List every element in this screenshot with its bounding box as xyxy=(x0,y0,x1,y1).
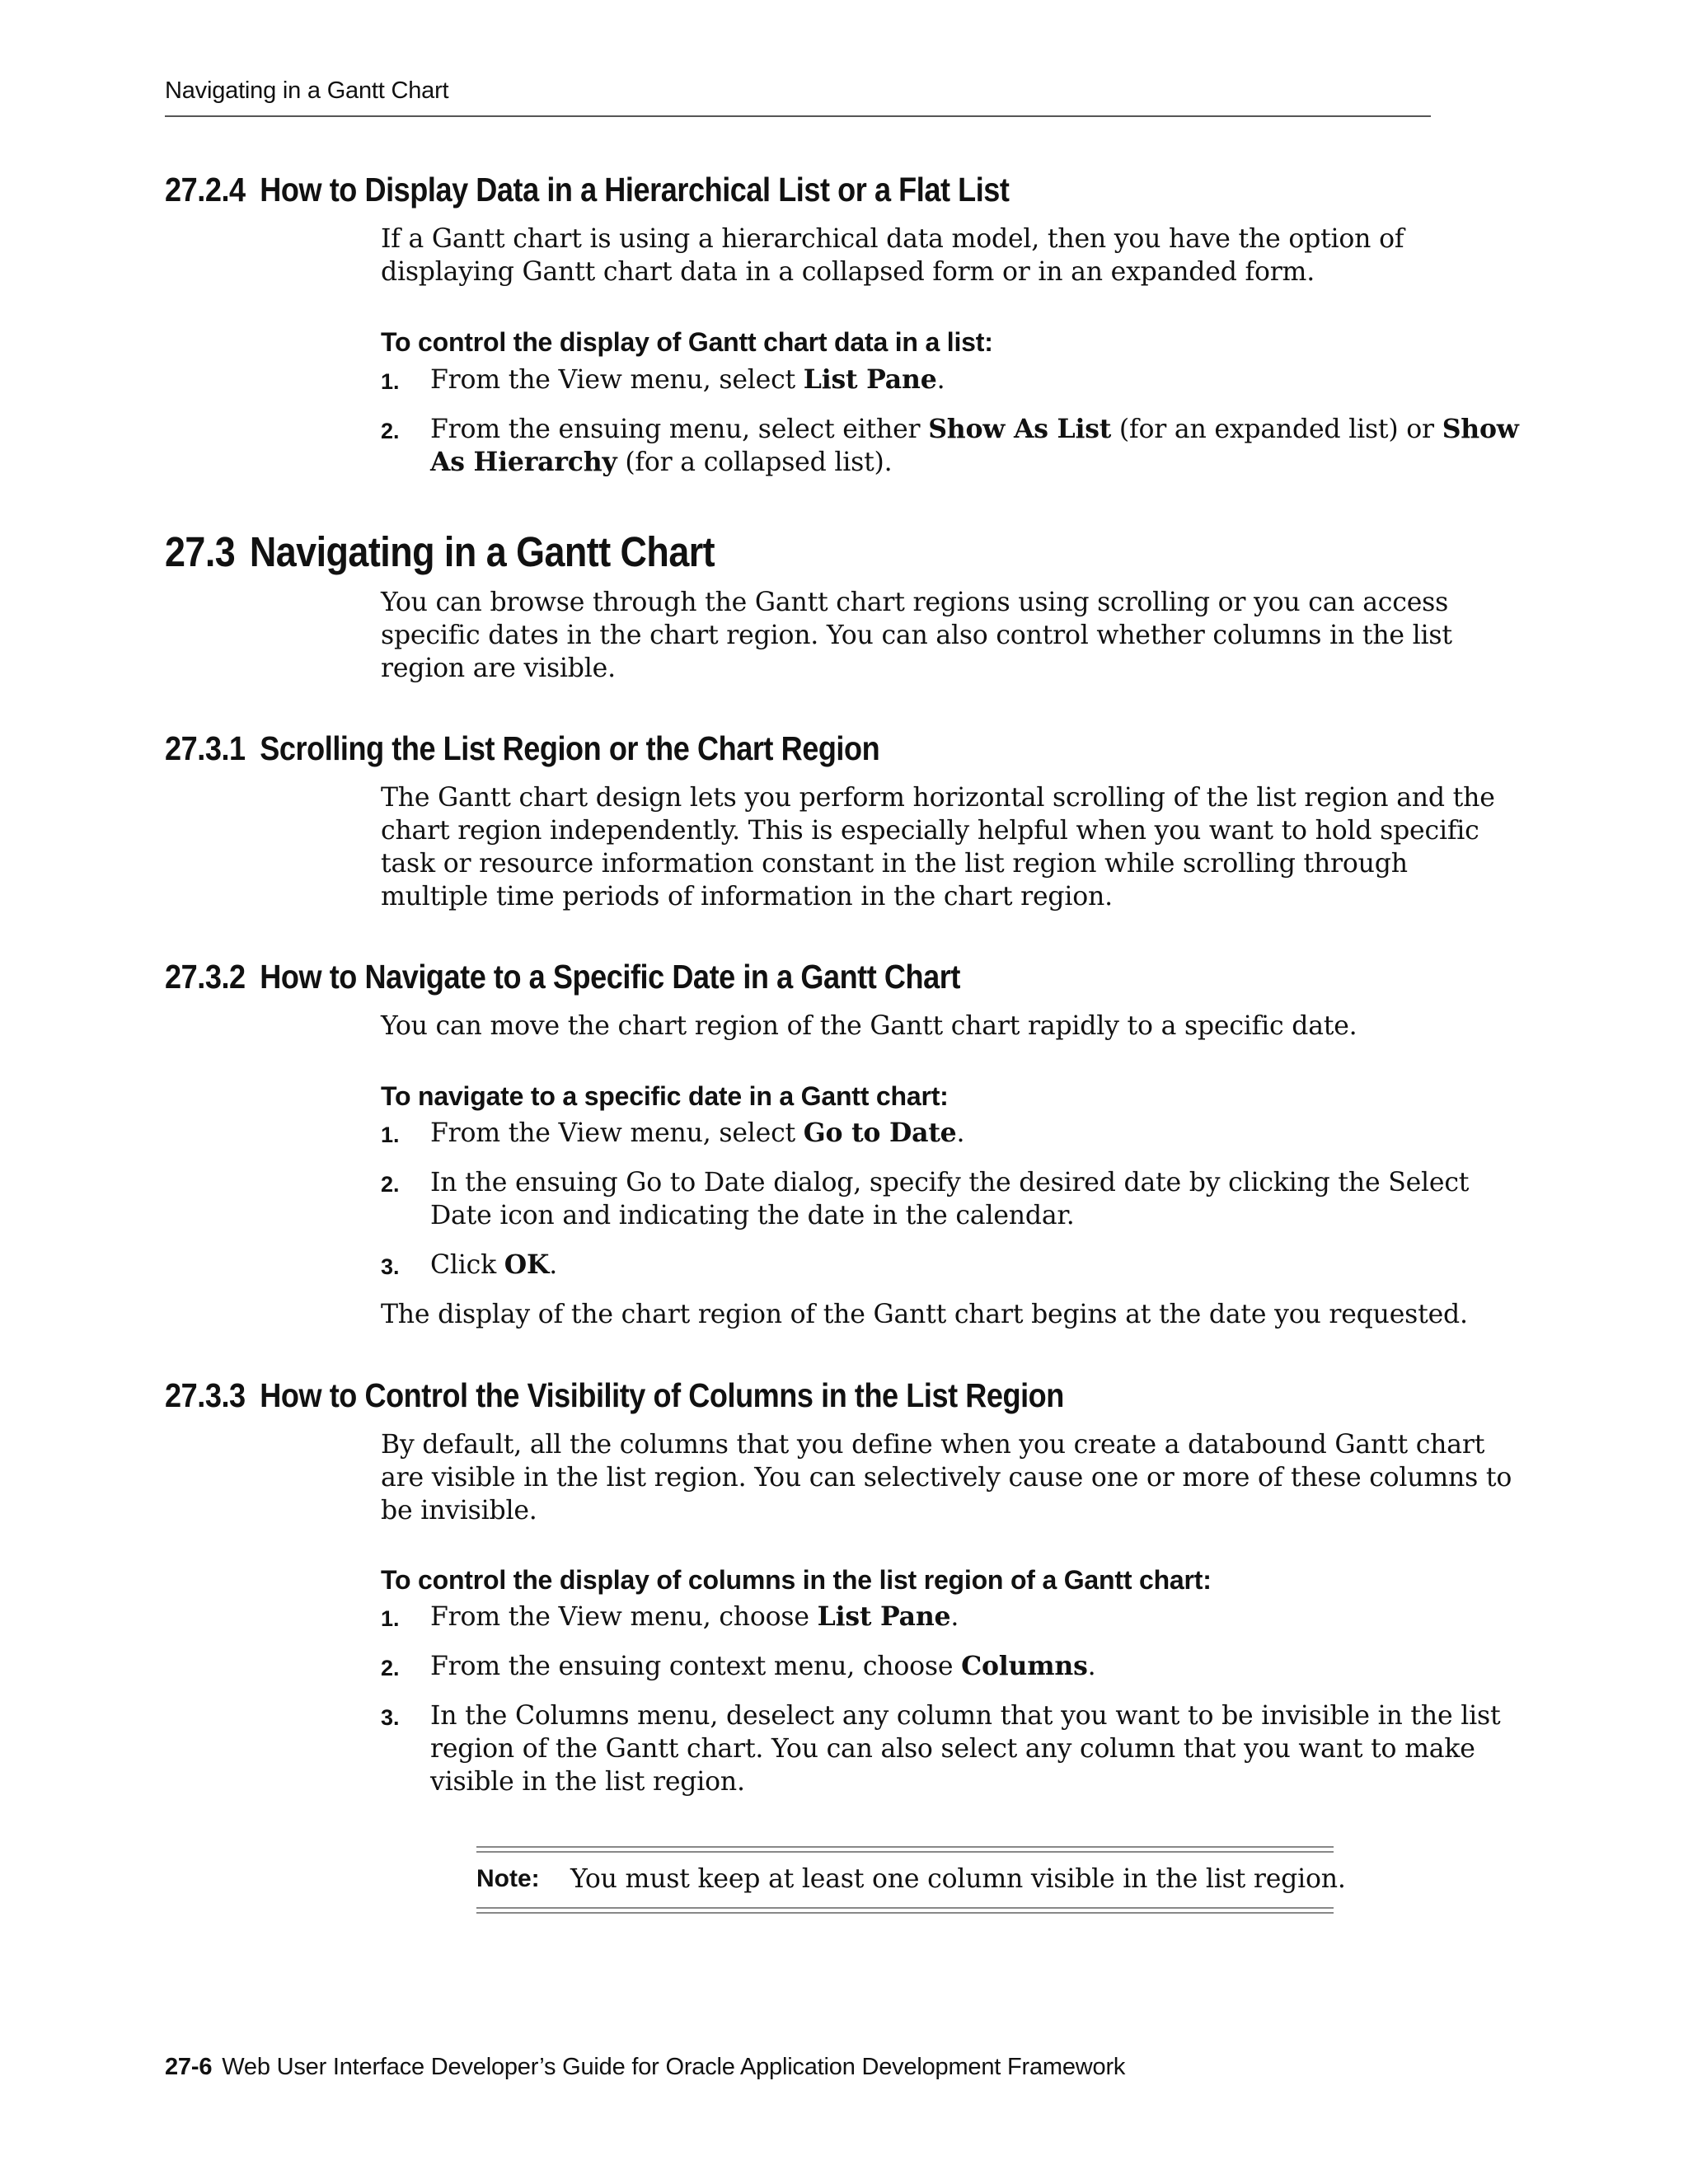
step-number: 1. xyxy=(381,1606,400,1631)
procedure-title: To control the display of columns in the list region of a Gantt chart: xyxy=(381,1565,1212,1595)
note-text: You must keep at least one column visible in the list region. xyxy=(570,1864,1346,1894)
note-rule-bottom xyxy=(476,1907,1334,1909)
paragraph xyxy=(381,223,1436,288)
section-title: Scrolling the List Region or the Chart Region xyxy=(260,729,880,767)
page-number: 27-6 xyxy=(165,2054,213,2080)
section-heading-27-2-4 xyxy=(165,169,1010,210)
paragraph-line: task or resource information constant in the list region while scrolling through xyxy=(381,849,1408,879)
paragraph-line: multiple time periods of information in the chart region. xyxy=(381,882,1113,912)
note-label: Note: xyxy=(476,1865,540,1892)
paragraph xyxy=(381,1010,1436,1043)
section-number: 27.3.1 xyxy=(165,729,246,767)
ui-term: Go to Date xyxy=(803,1118,957,1148)
note-rule-bottom xyxy=(476,1912,1334,1914)
step-number: 3. xyxy=(381,1705,400,1730)
ui-term: Show As List xyxy=(928,414,1112,444)
section-number: 27.3.3 xyxy=(165,1376,246,1414)
section-number: 27.2.4 xyxy=(165,171,246,209)
paragraph xyxy=(381,586,1452,685)
paragraph-line: chart region independently. This is especially helpful when you want to hold specific xyxy=(381,816,1479,846)
section-title: How to Display Data in a Hierarchical List or a Flat List xyxy=(260,171,1010,209)
section-heading-27-3-2 xyxy=(165,956,960,997)
note-rule-top xyxy=(476,1846,1334,1848)
section-heading-27-3-1 xyxy=(165,728,879,769)
step-text: From the View menu, choose List Pane. xyxy=(430,1601,959,1632)
step-text: In the Columns menu, deselect any column that you want to be invisible in the list region of the Gantt chart. You can also select any column that you want to make visible in the list region. xyxy=(430,1701,1501,1797)
paragraph xyxy=(381,1428,1512,1527)
paragraph-line: displaying Gantt chart data in a collapsed form or in an expanded form. xyxy=(381,257,1315,287)
paragraph-line: The Gantt chart design lets you perform horizontal scrolling of the list region and the xyxy=(381,783,1495,813)
paragraph-line: If a Gantt chart is using a hierarchical data model, then you have the option of xyxy=(381,224,1404,254)
paragraph xyxy=(381,781,1495,913)
step-text: From the ensuing context menu, choose Columns. xyxy=(430,1651,1096,1681)
section-title: How to Control the Visibility of Columns in the List Region xyxy=(260,1376,1064,1414)
procedure-title: To navigate to a specific date in a Gantt chart: xyxy=(381,1081,949,1111)
paragraph-line: be invisible. xyxy=(381,1496,537,1526)
step-text: From the View menu, select List Pane. xyxy=(430,364,945,395)
ui-term: As Hierarchy xyxy=(430,447,617,477)
ui-term: List Pane xyxy=(817,1601,951,1632)
paragraph-line: region are visible. xyxy=(381,654,616,683)
paragraph-line: The display of the chart region of the Gantt chart begins at the date you requested. xyxy=(381,1300,1468,1329)
step-text: In the ensuing Go to Date dialog, specify the desired date by clicking the Select Date icon and indicating the date in the calendar. xyxy=(430,1168,1470,1230)
note-rule-top xyxy=(476,1851,1334,1853)
step-text: From the ensuing menu, select either Show As List (for an expanded list) or Show As Hierarchy (for a collapsed list). xyxy=(430,414,1519,477)
section-title: Navigating in a Gantt Chart xyxy=(249,528,715,575)
step-number: 2. xyxy=(381,1172,400,1197)
section-number: 27.3.2 xyxy=(165,958,246,996)
step-text: Click OK. xyxy=(430,1249,558,1280)
section-heading-27-3 xyxy=(165,527,715,577)
ui-term: Show xyxy=(1442,414,1519,444)
step-number: 2. xyxy=(381,1656,400,1680)
section-heading-27-3-3 xyxy=(165,1375,1064,1416)
step-number: 2. xyxy=(381,419,400,443)
step-number: 1. xyxy=(381,1122,400,1147)
note-box xyxy=(476,1846,1346,1912)
header-rule xyxy=(165,115,1431,117)
running-head: Navigating in a Gantt Chart xyxy=(165,77,449,104)
ui-term: Columns xyxy=(961,1651,1088,1681)
section-number: 27.3 xyxy=(165,528,236,575)
paragraph-line: are visible in the list region. You can selectively cause one or more of these columns to xyxy=(381,1463,1512,1493)
paragraph xyxy=(381,1298,1468,1331)
step-number: 1. xyxy=(381,369,400,394)
ui-term: OK xyxy=(504,1249,550,1280)
page-footer xyxy=(165,2052,1125,2082)
book-title: Web User Interface Developer’s Guide for Oracle Application Development Framework xyxy=(222,2054,1126,2080)
step-text: From the View menu, select Go to Date. xyxy=(430,1118,965,1148)
step-number: 3. xyxy=(381,1254,400,1279)
procedure-title: To control the display of Gantt chart data in a list: xyxy=(381,327,993,357)
section-title: How to Navigate to a Specific Date in a Gantt Chart xyxy=(260,958,960,996)
paragraph-line: You can browse through the Gantt chart regions using scrolling or you can access xyxy=(381,588,1449,617)
paragraph-line: By default, all the columns that you define when you create a databound Gantt chart xyxy=(381,1430,1485,1460)
paragraph-line: You can move the chart region of the Gantt chart rapidly to a specific date. xyxy=(381,1011,1357,1041)
paragraph-line: specific dates in the chart region. You can also control whether columns in the list xyxy=(381,621,1452,650)
ui-term: List Pane xyxy=(803,364,937,395)
